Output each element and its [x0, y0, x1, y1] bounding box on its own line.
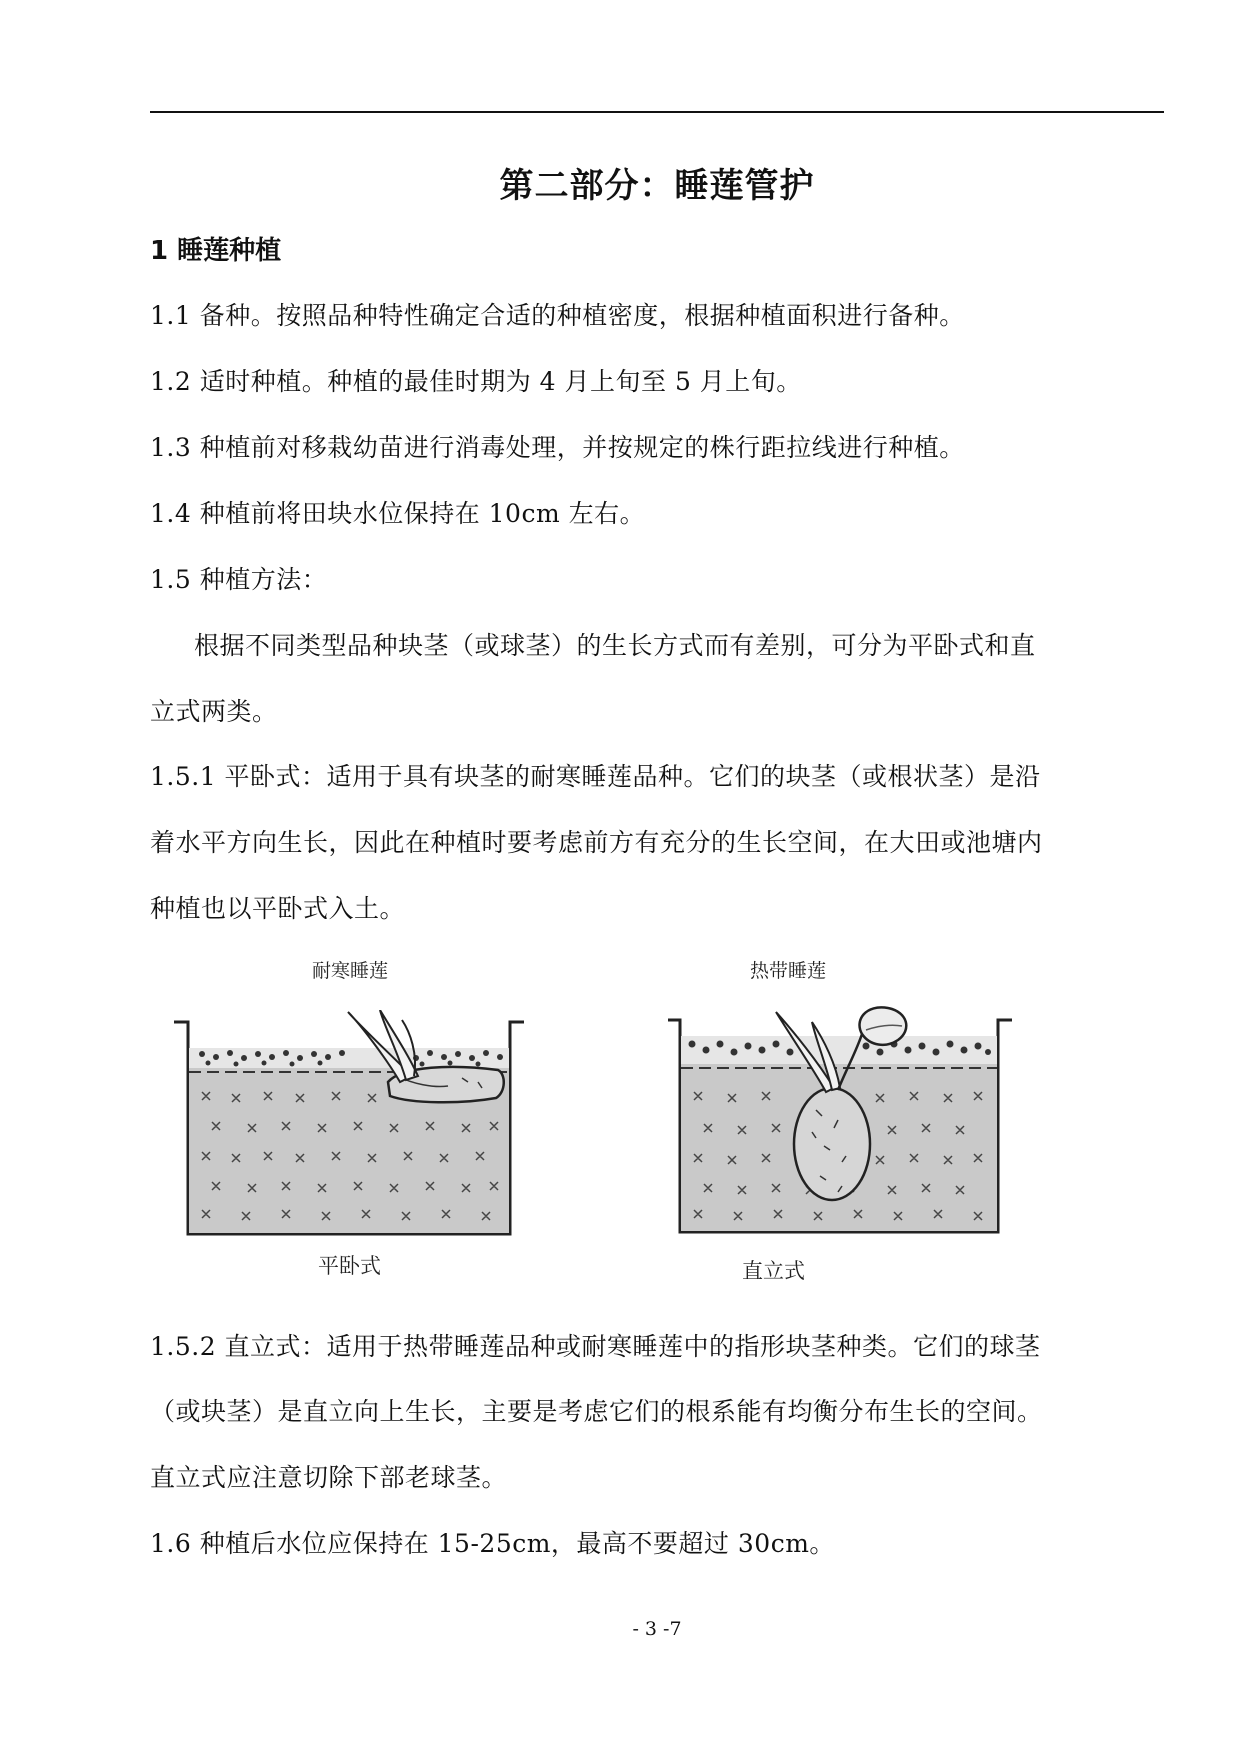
header-rule [150, 111, 1164, 113]
paragraph-method-line2: 立式两类。 [150, 697, 278, 726]
tropical-waterlily-label: 热带睡莲 [750, 960, 827, 982]
horizontal-caption: 平卧式 [318, 1254, 381, 1278]
horizontal-planting-diagram [172, 1010, 528, 1240]
upright-planting-diagram [666, 1000, 1022, 1240]
paragraph-1-5-1-line2: 着水平方向生长，因此在种植时要考虑前方有充分的生长空间，在大田或池塘内 [150, 828, 1043, 857]
page-title: 第二部分：睡莲管护 [499, 166, 815, 206]
paragraph-1-5: 1.5 种植方法： [150, 565, 328, 594]
paragraph-1-5-2-line2: （或块茎）是直立向上生长，主要是考虑它们的根系能有均衡分布生长的空间。 [150, 1397, 1043, 1426]
paragraph-1-5-2-line1: 1.5.2 直立式：适用于热带睡莲品种或耐寒睡莲中的指形块茎种类。它们的球茎 [150, 1332, 1041, 1361]
upright-caption: 直立式 [742, 1259, 805, 1283]
page-number: - 3 -7 [632, 1618, 682, 1640]
section-heading: 1 睡莲种植 [150, 236, 282, 266]
paragraph-1-5-2-line3: 直立式应注意切除下部老球茎。 [150, 1463, 508, 1492]
hardy-waterlily-label: 耐寒睡莲 [312, 960, 389, 982]
paragraph-1-1: 1.1 备种。按照品种特性确定合适的种植密度，根据种植面积进行备种。 [150, 301, 965, 330]
paragraph-1-4: 1.4 种植前将田块水位保持在 10cm 左右。 [150, 499, 646, 528]
paragraph-1-5-1-line3: 种植也以平卧式入土。 [150, 894, 406, 923]
paragraph-1-2: 1.2 适时种植。种植的最佳时期为 4 月上旬至 5 月上旬。 [150, 367, 802, 396]
paragraph-1-3: 1.3 种植前对移栽幼苗进行消毒处理，并按规定的株行距拉线进行种植。 [150, 433, 965, 462]
paragraph-1-5-1-line1: 1.5.1 平卧式：适用于具有块茎的耐寒睡莲品种。它们的块茎（或根状茎）是沿 [150, 762, 1041, 791]
paragraph-method-line1: 根据不同类型品种块茎（或球茎）的生长方式而有差别，可分为平卧式和直 [194, 631, 1036, 660]
paragraph-1-6: 1.6 种植后水位应保持在 15-25cm，最高不要超过 30cm。 [150, 1529, 835, 1558]
